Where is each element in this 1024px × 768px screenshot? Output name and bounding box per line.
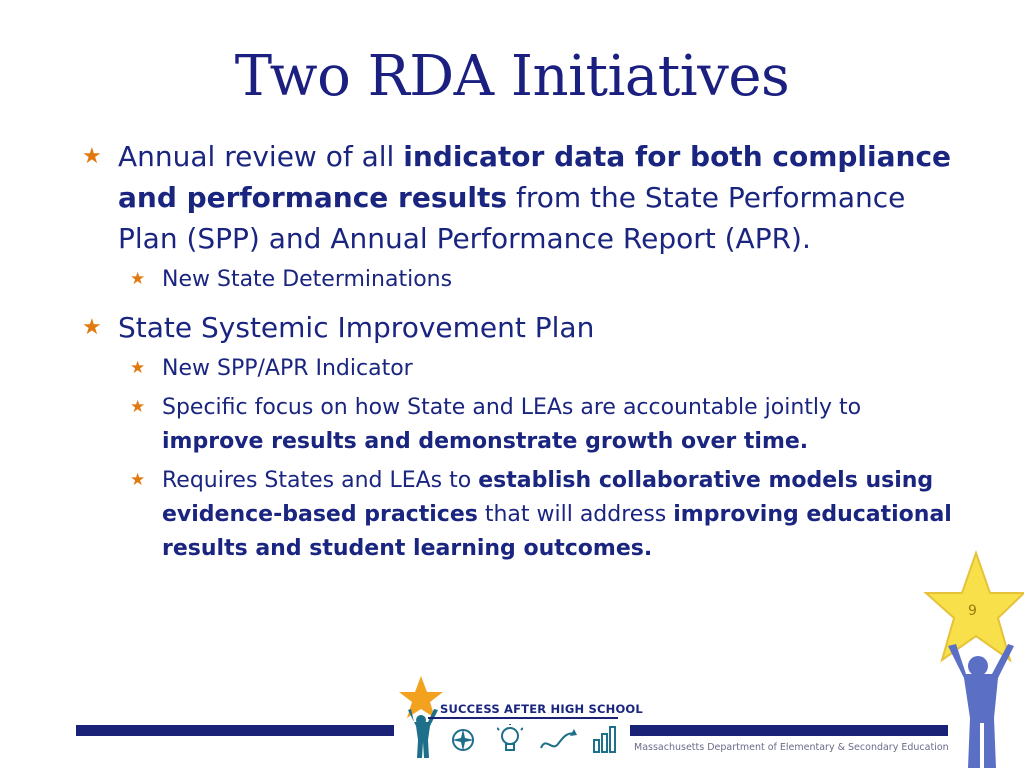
star-bullet-icon: ★ — [82, 315, 102, 340]
lightbulb-icon — [497, 724, 523, 756]
sub-bullet-text: New State Determinations — [162, 267, 453, 292]
star-bullet-icon: ★ — [130, 358, 146, 378]
footer-text: Massachusetts Department of Elementary & Secondary Education — [634, 742, 949, 753]
slide-title: Two RDA Initiatives — [234, 44, 790, 109]
bar-chart-icon — [592, 724, 620, 754]
logo-star-person-icon — [398, 674, 444, 758]
bullet-text: State Systemic Improvement Plan — [118, 311, 595, 344]
footer-bar-left — [76, 725, 394, 736]
logo-text: SUCCESS AFTER HIGH SCHOOL — [440, 702, 643, 716]
page-number: 9 — [968, 603, 977, 619]
star-bullet-icon: ★ — [82, 144, 102, 169]
sub-bullet-text: New SPP/APR Indicator — [162, 356, 413, 381]
bullet-item — [82, 136, 962, 259]
bullet-list — [82, 136, 962, 576]
growth-arrow-icon — [538, 726, 578, 754]
footer-bar-right — [630, 725, 948, 736]
star-bullet-icon: ★ — [130, 470, 146, 490]
logo-underline — [428, 717, 618, 719]
sub-bullet-text: Specific focus on how State and LEAs are accountable jointly to improve results and demonstrate growth over time. — [162, 395, 862, 454]
sub-bullet-text: Requires States and LEAs to establish collaborative models using evidence-based practices that will address improving educational results and student learning outcomes. — [162, 468, 952, 561]
sub-bullet-item — [82, 464, 962, 566]
bullet-text: Annual review of all indicator data for both compliance and performance results from the State Performance Plan (SPP) and Annual Performance Report (APR). — [118, 140, 952, 255]
bullet-item — [82, 307, 962, 348]
sub-bullet-item — [82, 263, 962, 297]
sub-bullet-item — [82, 391, 962, 459]
compass-icon — [449, 726, 477, 754]
star-bullet-icon: ★ — [130, 269, 146, 289]
star-bullet-icon: ★ — [130, 397, 146, 417]
sub-bullet-item — [82, 352, 962, 386]
